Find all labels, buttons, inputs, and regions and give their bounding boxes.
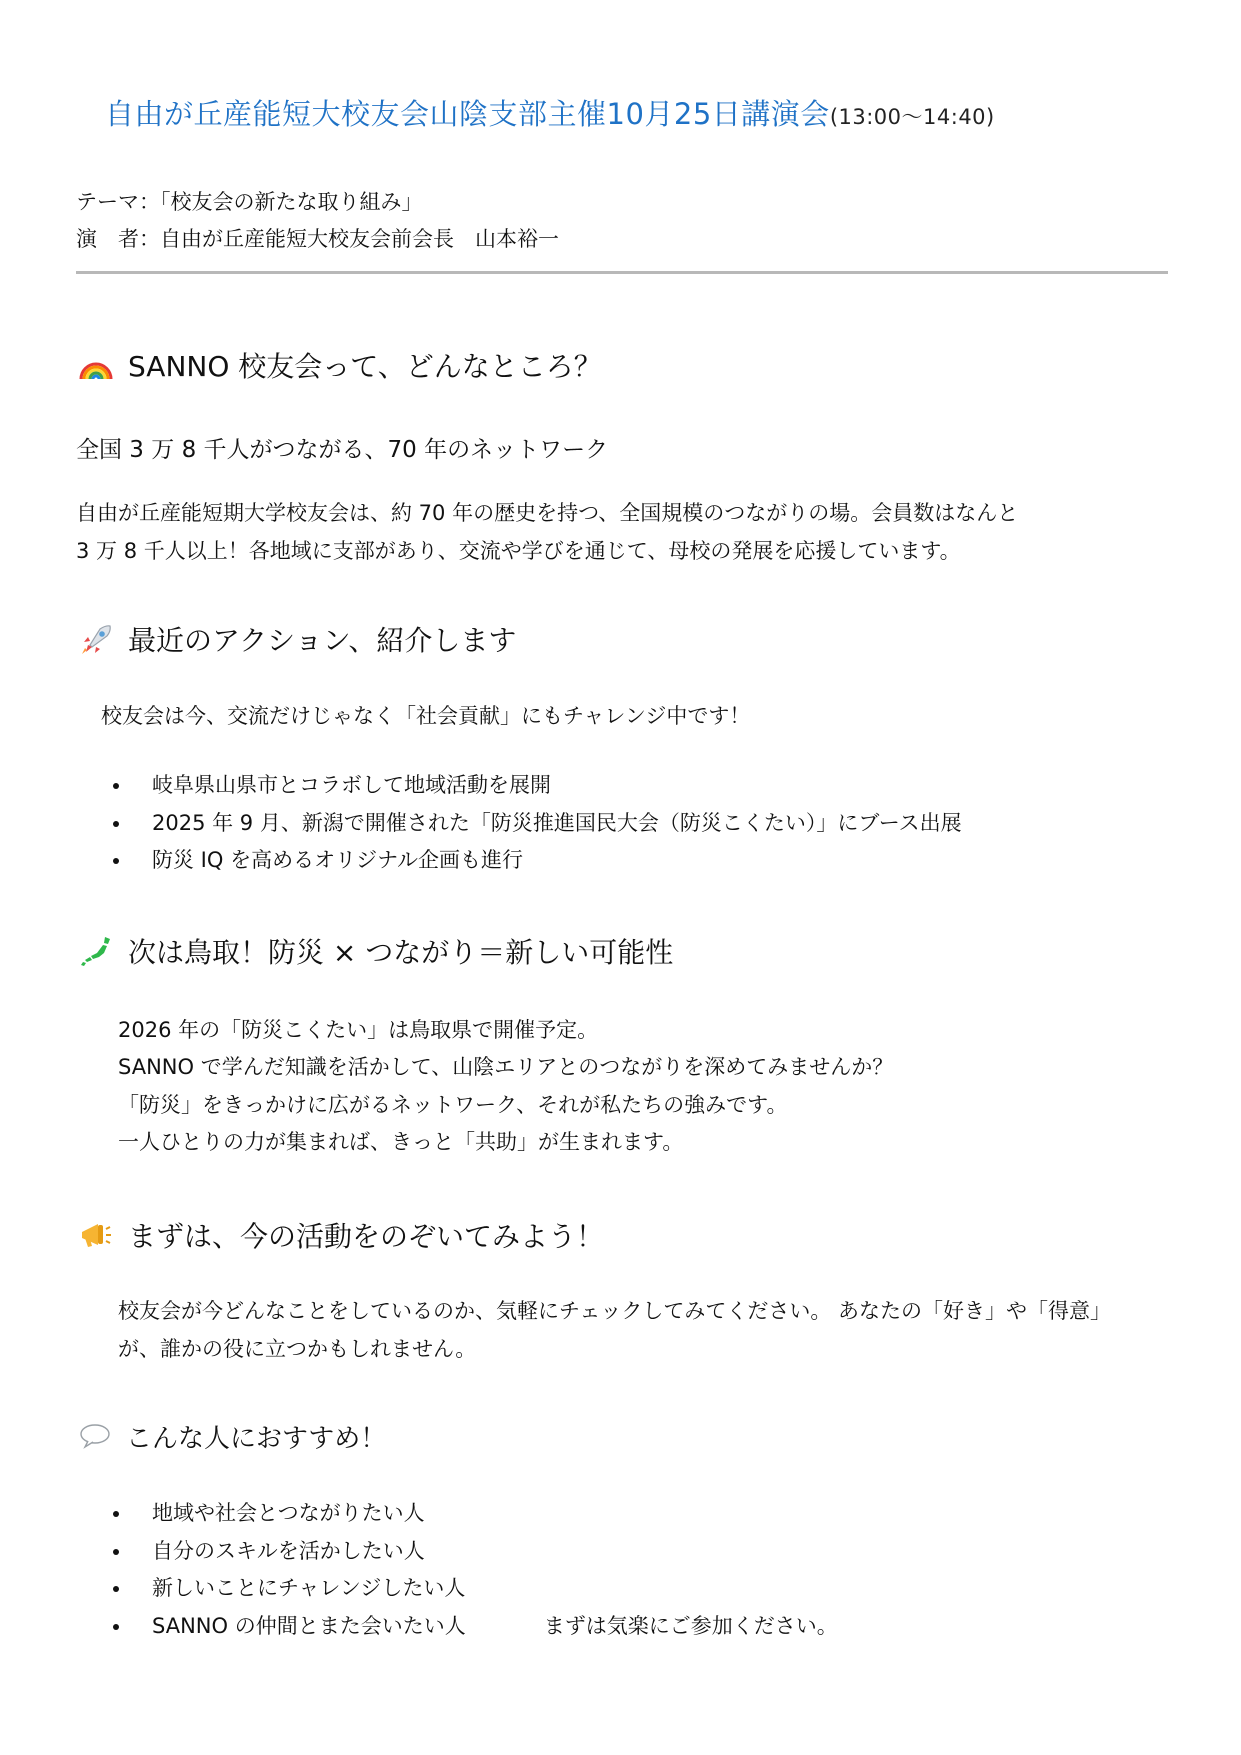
divider bbox=[76, 271, 1168, 274]
rocket-icon bbox=[78, 623, 114, 655]
section4-heading-text: まずは、今の活動をのぞいてみよう！ bbox=[128, 1220, 605, 1253]
megaphone-icon bbox=[78, 1219, 114, 1251]
section1-body-line1: 自由が丘産能短期大学校友会は、約 70 年の歴史を持つ、全国規模のつながりの場。会員数はなんと bbox=[76, 501, 1019, 525]
section5-heading-text: こんな人におすすめ！ bbox=[126, 1424, 387, 1454]
section3-body-line4: 一人ひとりの力が集まれば、きっと「共助」が生まれます。 bbox=[118, 1130, 684, 1154]
closing-text: まずは気楽にご参加ください。 bbox=[543, 1613, 838, 1638]
title-time: (13:00〜14:40) bbox=[829, 105, 995, 129]
list-item: 新しいことにチャレンジしたい人 bbox=[76, 1570, 838, 1608]
title-main: 自由が丘産能短大校友会山陰支部主催10月25日講演会 bbox=[105, 97, 830, 131]
section1-body-line2: 3 万 8 千人以上！各地域に支部があり、交流や学びを通じて、母校の発展を応援しています。 bbox=[76, 539, 961, 563]
list-item: 地域や社会とつながりたい人 bbox=[76, 1495, 838, 1533]
rainbow-icon bbox=[78, 349, 114, 381]
list-item: 防災 IQ を高めるオリジナル企画も進行 bbox=[76, 842, 962, 880]
section5-heading bbox=[78, 1418, 386, 1455]
theme-line: テーマ：「校友会の新たな取り組み」 bbox=[76, 190, 423, 214]
section4-heading bbox=[78, 1215, 604, 1255]
section3-body-line2: SANNO で学んだ知識を活かして、山陰エリアとのつながりを深めてみませんか？ bbox=[118, 1055, 894, 1079]
section1-heading bbox=[78, 345, 602, 385]
section2-list bbox=[76, 767, 962, 880]
list-item bbox=[76, 1608, 838, 1646]
section3-body-line3: 「防災」をきっかけに広がるネットワーク、それが私たちの強みです。 bbox=[118, 1093, 788, 1117]
section3-heading-text: 次は鳥取！防災 × つながり＝新しい可能性 bbox=[128, 936, 674, 969]
japan-map-icon bbox=[78, 935, 114, 967]
section2-intro: 校友会は今、交流だけじゃなく「社会貢献」にもチャレンジ中です！ bbox=[101, 704, 751, 728]
section3-body-line1: 2026 年の「防災こくたい」は鳥取県で開催予定。 bbox=[118, 1018, 599, 1042]
section2-heading-text: 最近のアクション、紹介します bbox=[128, 624, 517, 657]
section2-heading bbox=[78, 619, 516, 659]
page-title bbox=[105, 92, 995, 133]
speech-bubble-icon bbox=[78, 1420, 112, 1452]
list-item-text: SANNO の仲間とまた会いたい人 bbox=[152, 1613, 466, 1638]
section5-list bbox=[76, 1495, 838, 1645]
speaker-line: 演 者：自由が丘産能短大校友会前会長 山本裕一 bbox=[76, 227, 559, 251]
section4-body-line2: が、誰かの役に立つかもしれません。 bbox=[118, 1337, 477, 1361]
section1-subheading: 全国 3 万 8 千人がつながる、70 年のネットワーク bbox=[76, 437, 609, 463]
section4-body-line1: 校友会が今どんなことをしているのか、気軽にチェックしてみてください。 あなたの「好き」や「得意」 bbox=[118, 1299, 1112, 1323]
list-item: 自分のスキルを活かしたい人 bbox=[76, 1533, 838, 1571]
section3-heading bbox=[78, 931, 673, 971]
list-item: 岐阜県山県市とコラボして地域活動を展開 bbox=[76, 767, 962, 805]
list-item: 2025 年 9 月、新潟で開催された「防災推進国民大会（防災こくたい）」にブース出展 bbox=[76, 805, 962, 843]
section1-heading-text: SANNO 校友会って、どんなところ？ bbox=[128, 350, 602, 383]
